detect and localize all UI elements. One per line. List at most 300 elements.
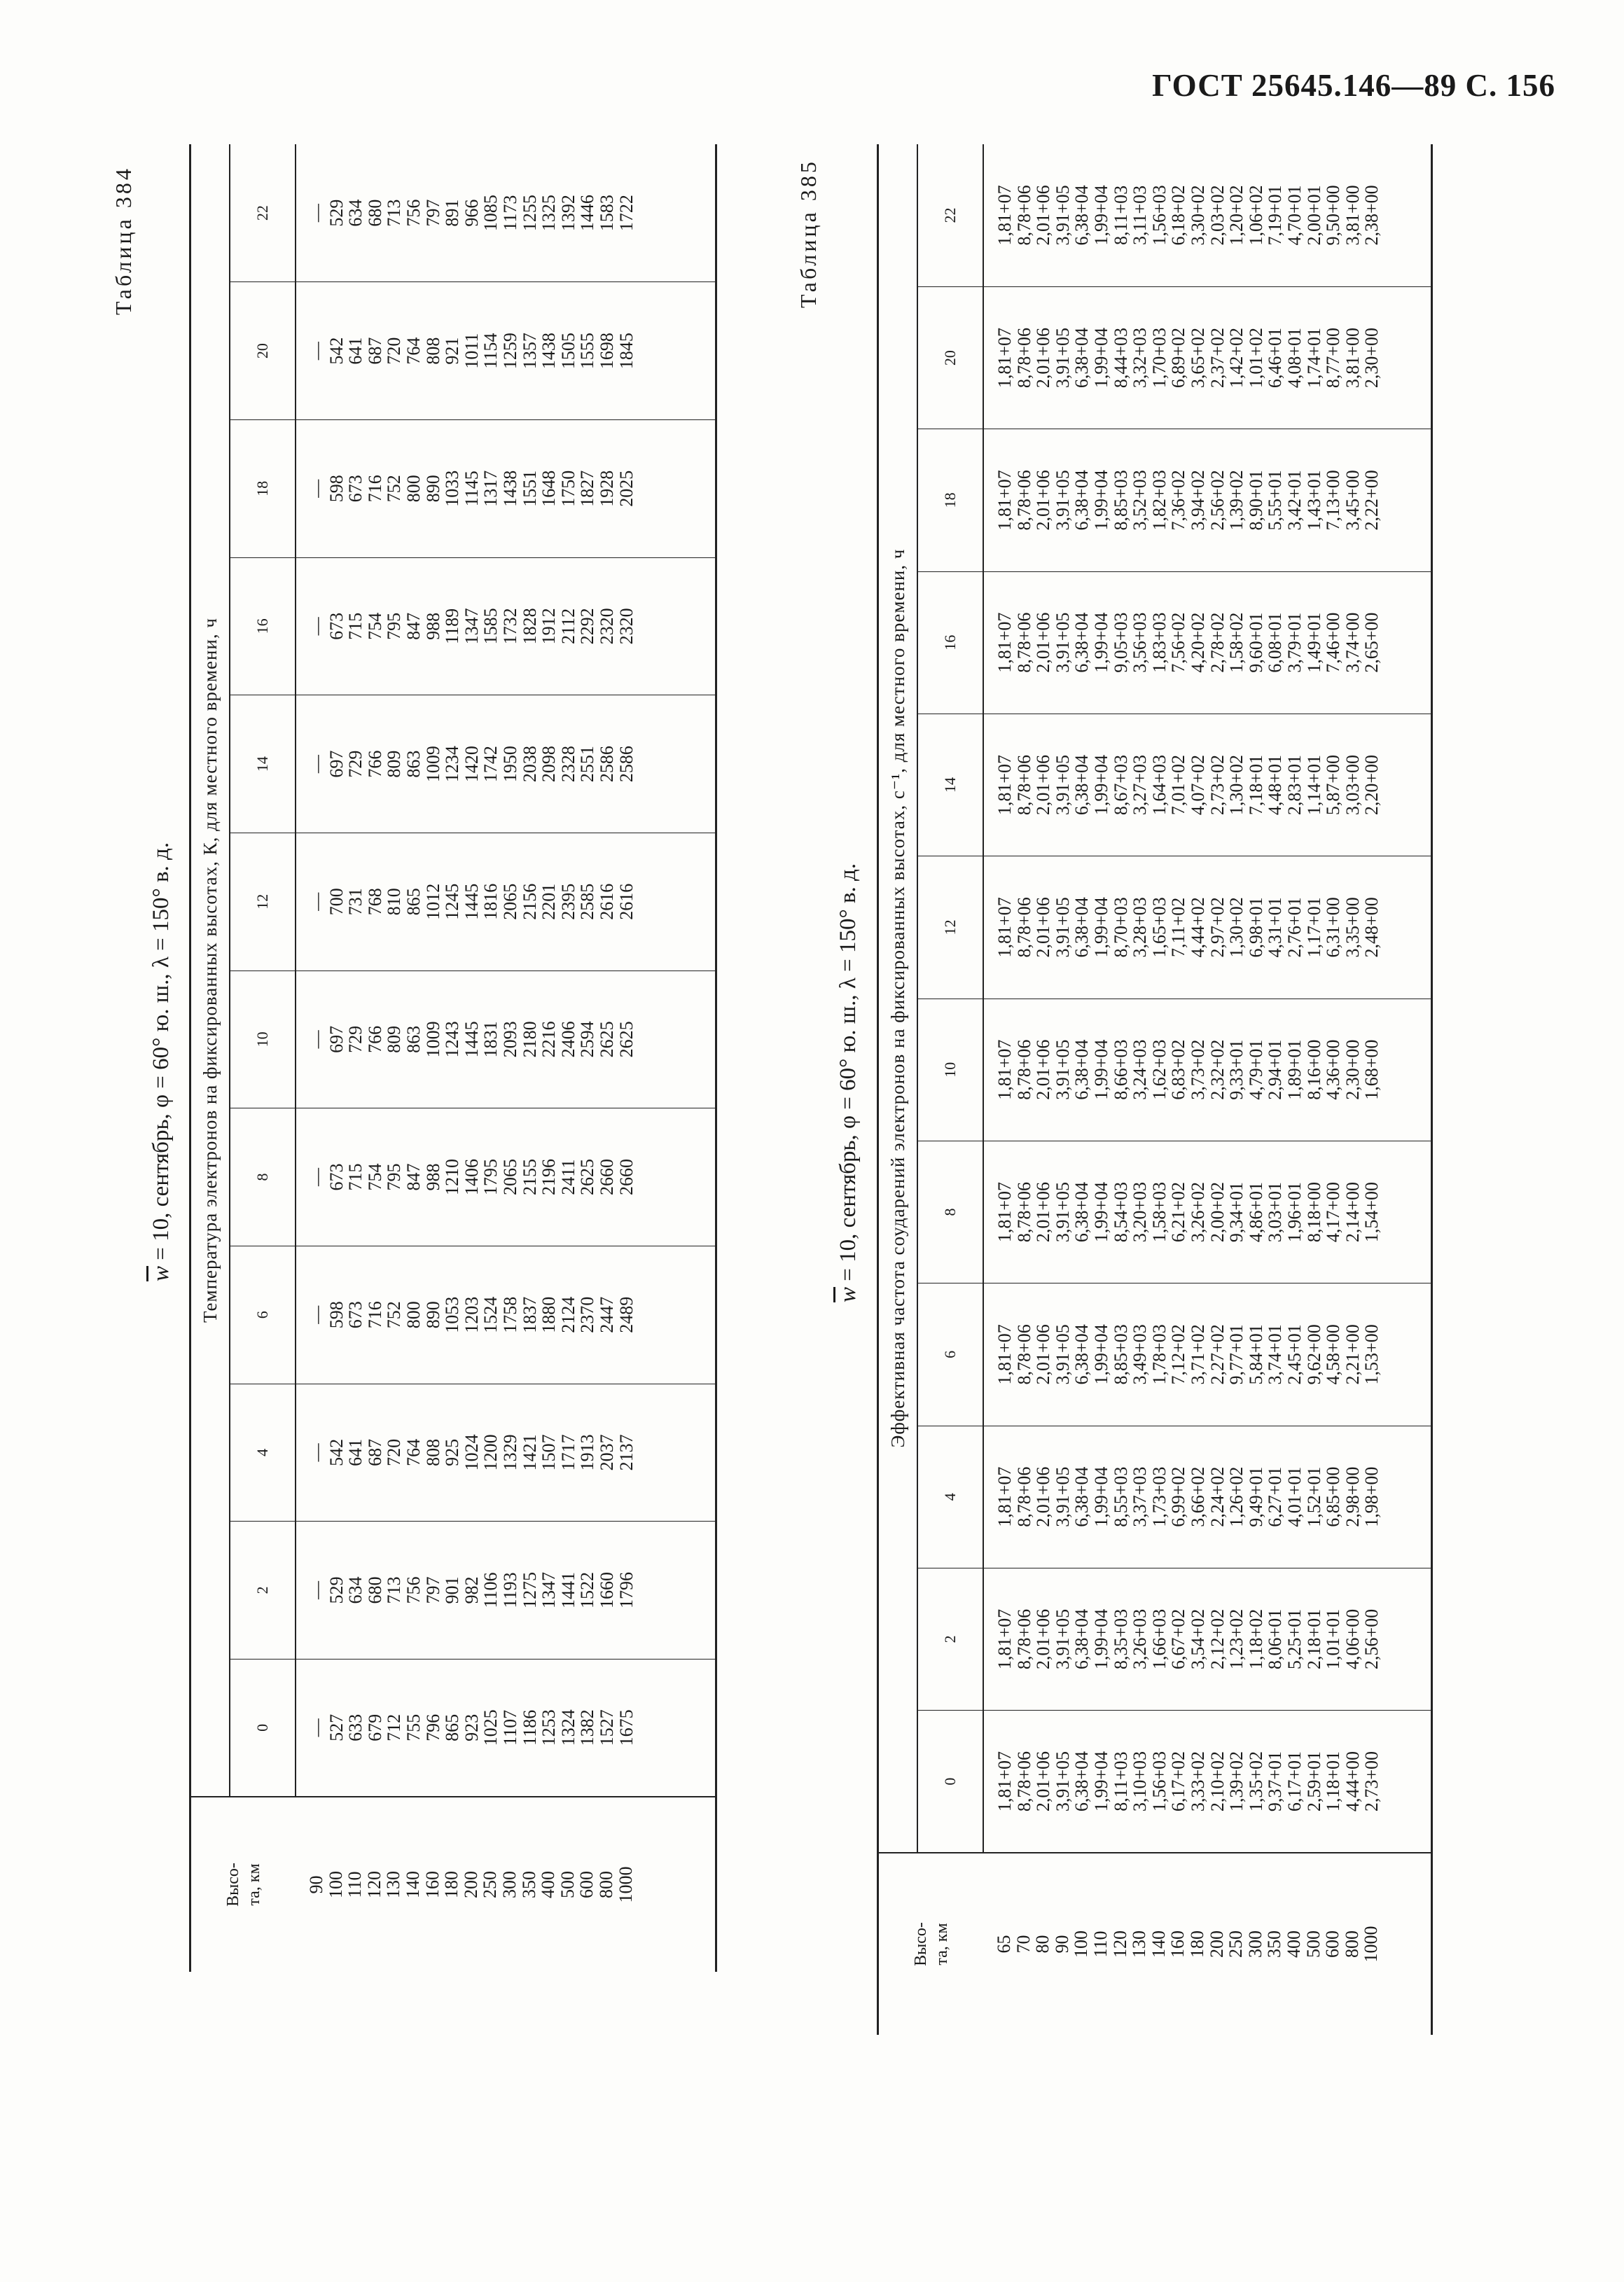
table-385-value-cell: 3,91+05 [1052,612,1073,673]
table-385-value-cell: 3,74+00 [1342,612,1363,673]
table-384-value-cell: 729 [345,1025,366,1053]
table-385-value-cell: 3,28+03 [1130,897,1151,958]
table-384-value-cell: 1382 [577,1709,598,1746]
table-385-value-cell: 2,01+06 [1033,1324,1054,1385]
table-384-value-cell: 901 [442,1576,463,1604]
table-384-caption: Таблица 384 [111,166,136,315]
table-385-value-cell: 2,01+06 [1033,1039,1054,1100]
table-385-value-cell: 1,99+04 [1090,1039,1111,1100]
table-385-value-cell: 1,01+01 [1323,1608,1344,1670]
table-384-hour-header: 4 [230,1384,296,1522]
table-385-value-cell: 7,11+02 [1168,897,1189,957]
table-385-value-cell: 7,46+00 [1323,612,1344,673]
table-385-value-cell: 1,81+07 [994,1181,1015,1243]
table-384-value-cell: — [307,1718,327,1737]
table-384-value-cell: 1012 [422,883,443,920]
table-384-hour-header: 0 [230,1659,296,1797]
table-385-value-cell: 3,91+05 [1052,1039,1073,1100]
table-385-value-cell: 3,24+03 [1130,1039,1151,1100]
table-384-value-cell: 687 [364,1438,385,1466]
table-385-data-column [983,856,1431,999]
table-385-value-cell: 8,78+06 [1013,327,1034,389]
table-385-value-cell: 1,56+03 [1148,1751,1170,1812]
table-385-value-cell: 3,52+03 [1130,470,1151,531]
table-385-value-cell: 6,83+02 [1168,1039,1189,1100]
table-385-value-cell: 1,14+01 [1303,754,1324,816]
table-384-value-cell: 633 [345,1713,366,1741]
table-385-value-cell: 1,82+03 [1148,470,1170,531]
table-384-value-cell: 2037 [596,1434,617,1471]
table-384-title [148,842,174,1281]
table-385-value-cell: 6,38+04 [1071,612,1092,673]
table-384-value-cell: 2137 [616,1434,637,1471]
table-384-value-cell: 1243 [442,1021,463,1058]
table-385-value-cell: 4,70+01 [1284,185,1305,246]
table-384-value-cell: 797 [422,199,443,227]
table-385-value-cell: 2,59+01 [1303,1751,1324,1812]
table-384-hour-header: 10 [230,970,296,1108]
table-384-value-cell: 764 [403,337,424,365]
table-384-value-cell: 2370 [577,1296,598,1333]
table-385-height-cell: 160 [1167,1930,1188,1958]
table-384-value-cell: 890 [422,475,443,503]
table-385-hour-header: 0 [917,1711,983,1853]
table-385-value-cell: 2,00+01 [1303,185,1324,246]
table-385-height-cell: 300 [1244,1930,1265,1958]
table-385-value-cell: 3,32+03 [1130,327,1151,389]
table-384-value-cell: 2411 [557,1159,578,1195]
table-384-value-cell: 2660 [596,1159,617,1196]
table-385-value-cell: 4,08+01 [1284,327,1305,389]
table-384-value-cell: — [307,204,327,223]
table-385-value-cell: 7,36+02 [1168,470,1189,531]
table-384-value-cell: 1347 [539,1572,560,1609]
table-385-value-cell: 2,78+02 [1207,612,1228,673]
table-384-value-cell: 1106 [480,1572,501,1608]
table-385-value-cell: 3,03+00 [1342,754,1363,816]
table-384-hour-header: 18 [230,419,296,557]
table-384-title-text: = 10, сентябрь, φ = 60° ю. ш., λ = 150° в. д. [148,842,174,1266]
table-385-value-cell: 8,78+06 [1013,1751,1034,1812]
table-385-value-cell: 2,01+06 [1033,185,1054,246]
table-385-data-column [983,1426,1431,1568]
table-385-value-cell: 2,01+06 [1033,470,1054,531]
table-384-height-cell: 130 [383,1871,404,1898]
table-385-value-cell: 3,91+05 [1052,1181,1073,1243]
table-385-value-cell: 2,37+02 [1207,327,1228,389]
table-384-value-cell: 921 [442,337,463,365]
table-384-value-cell: 2038 [519,746,540,783]
table-385-value-cell: 6,38+04 [1071,470,1092,531]
table-384-value-cell: 1880 [539,1296,560,1333]
table-384-value-cell: 1796 [616,1572,637,1609]
table-384-value-cell: 1660 [596,1572,617,1609]
table-385-value-cell: 1,53+00 [1361,1324,1382,1385]
table-384-data-column [296,1522,716,1660]
table-384-value-cell: 1234 [442,746,463,783]
table-385-value-cell: 2,01+06 [1033,1181,1054,1243]
table-384-value-cell: 1837 [519,1296,540,1333]
table-385-height-cell: 400 [1283,1930,1304,1958]
table-385-value-cell: 1,74+01 [1303,327,1324,389]
table-385-value-cell: 2,98+00 [1342,1466,1363,1527]
table-384-heights-column [296,1797,716,1972]
table-385-value-cell: 2,27+02 [1207,1324,1228,1385]
table-384-value-cell: 800 [403,1301,424,1329]
table-384-value-cell: 1253 [539,1709,560,1746]
table-385-value-cell: 3,26+03 [1130,1608,1151,1670]
table-384-value-cell: 756 [403,1576,424,1604]
table-385-value-cell: 6,38+04 [1071,1324,1092,1385]
table-385-value-cell: 1,54+00 [1361,1181,1382,1243]
table-385-value-cell: 1,70+03 [1148,327,1170,389]
table-385-value-cell: 2,01+06 [1033,327,1054,389]
table-385-value-cell: 6,46+01 [1265,327,1286,389]
table-385-value-cell: 2,00+02 [1207,1181,1228,1243]
table-384-value-cell: 1421 [519,1434,540,1471]
table-384-value-cell: 527 [326,1713,347,1741]
table-385-height-cell: 1000 [1361,1926,1382,1963]
table-384-value-cell: 1406 [461,1159,482,1196]
table-385-value-cell: 6,38+04 [1071,185,1092,246]
table-384-title-symbol: $\overline{w}$ [148,1265,174,1281]
table-384-value-cell: 756 [403,199,424,227]
table-384-value-cell: 2395 [557,883,578,920]
table-385-value-cell: 6,17+01 [1284,1751,1305,1812]
table-385-value-cell: 1,43+01 [1303,470,1324,531]
table-385-value-cell: 2,48+00 [1361,897,1382,958]
table-384-value-cell: 1758 [499,1296,520,1333]
table-384-value-cell: 2124 [557,1296,578,1333]
table-384-value-cell: 1009 [422,746,443,783]
table-385-value-cell: 1,99+04 [1090,1324,1111,1385]
table-385-value-cell: 1,30+02 [1226,754,1247,816]
table-385-value-cell: 3,66+02 [1187,1466,1208,1527]
table-385-value-cell: 6,38+04 [1071,1608,1092,1670]
table-385-value-cell: 8,78+06 [1013,1324,1034,1385]
table-384-value-cell: 679 [364,1713,385,1741]
table-384 [189,144,717,1972]
table-385-value-cell: 9,50+00 [1323,185,1344,246]
table-385-value-cell: 9,33+01 [1226,1039,1247,1100]
table-385-value-cell: 1,42+02 [1226,327,1247,389]
table-384-hour-header: 2 [230,1522,296,1660]
table-385-value-cell: 6,67+02 [1168,1608,1189,1670]
table-385-value-cell: 3,79+01 [1284,612,1305,673]
table-384-value-cell: 988 [422,612,443,640]
table-385-value-cell: 3,11+03 [1130,185,1151,246]
table-385-data-column [983,1283,1431,1426]
table-385-value-cell: 8,78+06 [1013,1466,1034,1527]
table-384-value-cell: 1507 [539,1434,560,1471]
table-384-value-cell: 1033 [442,470,463,507]
table-385-value-cell: 1,81+07 [994,1039,1015,1100]
table-385-height-cell: 140 [1148,1930,1169,1958]
table-384-height-cell: 200 [460,1871,481,1898]
table-384-value-cell: 925 [442,1438,463,1466]
table-384-value-cell: 1795 [480,1159,501,1196]
table-384-value-cell: 1827 [577,470,598,507]
table-385-value-cell: 3,37+03 [1130,1466,1151,1527]
table-385-value-cell: 4,07+02 [1187,754,1208,816]
table-385-value-cell: 3,03+01 [1265,1181,1286,1243]
table-385-hour-header: 8 [917,1141,983,1283]
table-384-group-header: Температура электронов на фиксированных высотах, К, для местного времени, ч [190,144,230,1797]
table-385-value-cell: 2,01+06 [1033,1751,1054,1812]
table-385-value-cell: 9,34+01 [1226,1181,1247,1243]
table-384-value-cell: 680 [364,199,385,227]
table-385-value-cell: 2,18+01 [1303,1608,1324,1670]
table-385-value-cell: 4,36+00 [1323,1039,1344,1100]
table-385-value-cell: 6,38+04 [1071,1751,1092,1812]
table-384-value-cell: 2489 [616,1296,637,1333]
table-385-value-cell: 2,30+00 [1361,327,1382,389]
table-384-hour-header: 12 [230,833,296,970]
table-385-value-cell: 1,78+03 [1148,1324,1170,1385]
table-385-value-cell: 1,81+07 [994,1751,1015,1812]
table-385-value-cell: 9,05+03 [1110,612,1131,673]
table-385-height-cell: 250 [1226,1930,1247,1958]
table-385-value-cell: 3,91+05 [1052,470,1073,531]
table-384-value-cell: 2156 [519,883,540,920]
table-384-value-cell: 687 [364,337,385,365]
table-385-value-cell: 8,78+06 [1013,754,1034,816]
table-385-value-cell: 1,81+07 [994,185,1015,246]
table-384-value-cell: 2065 [499,883,520,920]
table-384-value-cell: 847 [403,612,424,640]
table-384-value-cell: 1186 [519,1709,540,1746]
table-385-stub-header: Высо- та, км [878,1853,984,2035]
table-384-data-column [296,833,716,970]
table-384-height-cell: 400 [538,1871,559,1898]
table-384-data-column [296,1384,716,1522]
table-384-hour-header: 22 [230,144,296,282]
table-384-value-cell: 673 [345,475,366,503]
table-384-value-cell: 641 [345,1438,366,1466]
table-384-height-cell: 100 [325,1871,346,1898]
table-385-value-cell: 6,38+04 [1071,897,1092,958]
table-384-value-cell: 1722 [616,195,637,232]
table-384-value-cell: 716 [364,475,385,503]
table-385-value-cell: 9,62+00 [1303,1324,1324,1385]
table-385-value-cell: 1,58+02 [1226,612,1247,673]
table-384-value-cell: 673 [326,1163,347,1191]
table-385-caption: Таблица 385 [796,159,821,308]
table-385-value-cell: 1,99+04 [1090,1181,1111,1243]
table-385-value-cell: 1,99+04 [1090,754,1111,816]
table-384-data-column [296,1246,716,1384]
table-384-height-cell: 120 [363,1871,384,1898]
table-384-value-cell: 1025 [480,1709,501,1746]
table-384-value-cell: 680 [364,1576,385,1604]
table-384-value-cell: 1750 [557,470,578,507]
table-385-value-cell: 4,20+02 [1187,612,1208,673]
table-384-value-cell: 1845 [616,333,637,370]
table-384-value-cell: 542 [326,1438,347,1466]
table-384-value-cell: 1828 [519,608,540,645]
table-384-value-cell: 890 [422,1301,443,1329]
table-384-value-cell: 1275 [519,1572,540,1609]
table-385-value-cell: 8,78+06 [1013,612,1034,673]
table-385-value-cell: 5,87+00 [1323,754,1344,816]
table-385-value-cell: 1,66+03 [1148,1608,1170,1670]
table-385-value-cell: 2,38+00 [1361,185,1382,246]
table-385-value-cell: 8,11+03 [1110,1751,1131,1811]
table-384-value-cell: 752 [384,475,405,503]
table-385-value-cell: 2,20+00 [1361,754,1382,816]
table-385-value-cell: 5,55+01 [1265,470,1286,531]
table-384-value-cell: 1445 [461,883,482,920]
table-384-value-cell: 796 [422,1713,443,1741]
table-384-value-cell: 2112 [557,608,578,644]
table-384-value-cell: 1928 [596,470,617,507]
table-385-hour-header: 6 [917,1283,983,1426]
table-385-value-cell: 1,35+02 [1245,1751,1266,1812]
table-385-value-cell: 8,35+03 [1110,1608,1131,1670]
table-385-height-cell: 350 [1264,1930,1285,1958]
table-385-value-cell: 1,18+02 [1245,1608,1266,1670]
table-384-value-cell: 2594 [577,1021,598,1058]
table-385-title-symbol: $\overline{w}$ [835,1286,861,1302]
table-385-value-cell: 3,26+02 [1187,1181,1208,1243]
table-385-value-cell: 1,99+04 [1090,185,1111,246]
table-384-value-cell: 766 [364,1025,385,1053]
table-385-value-cell: 8,77+00 [1323,327,1344,389]
table-384-value-cell: 754 [364,1163,385,1191]
table-385-value-cell: 4,31+01 [1265,897,1286,958]
table-384-value-cell: 1742 [480,746,501,783]
table-384-data-column [296,282,716,420]
table-385-heights-column [983,1853,1431,2035]
table-385-height-cell: 100 [1071,1930,1092,1958]
table-384-value-cell: 1255 [519,195,540,232]
table-385-value-cell: 8,66+03 [1110,1039,1131,1100]
table-384-value-cell: — [307,755,327,774]
table-384-value-cell: 1259 [499,333,520,370]
table-385-data-column [983,714,1431,856]
table-384-value-cell: 1329 [499,1434,520,1471]
table-385-value-cell: 2,83+01 [1284,754,1305,816]
table-385-value-cell: 6,17+02 [1168,1751,1189,1812]
table-384-value-cell: 1085 [480,195,501,232]
table-384-value-cell: 2551 [577,746,598,783]
table-385-data-column [983,999,1431,1141]
table-385-value-cell: 4,79+01 [1245,1039,1266,1100]
table-385-value-cell: 3,91+05 [1052,1608,1073,1670]
table-385-hour-header: 14 [917,714,983,856]
table-384-value-cell: 673 [326,612,347,640]
table-385-value-cell: 3,91+05 [1052,327,1073,389]
table-385-value-cell: 1,81+07 [994,1466,1015,1527]
table-385-value-cell: 2,56+02 [1207,470,1228,531]
table-385-value-cell: 8,44+03 [1110,327,1131,389]
table-385-value-cell: 6,98+01 [1245,897,1266,958]
table-384-value-cell: 1438 [539,333,560,370]
table-385-value-cell: 1,81+07 [994,1324,1015,1385]
table-384-value-cell: 923 [461,1713,482,1741]
table-385-value-cell: 3,91+05 [1052,1751,1073,1812]
table-384-value-cell: 1347 [461,608,482,645]
table-384-value-cell: 1317 [480,470,501,507]
table-384-value-cell: 795 [384,1163,405,1191]
table-385-value-cell: 6,27+01 [1265,1466,1286,1527]
table-384-data-column [296,144,716,282]
table-384-height-cell: 300 [499,1871,520,1898]
table-384-data-column [296,695,716,833]
table-384-value-cell: 641 [345,337,366,365]
table-385-value-cell: 4,06+00 [1342,1608,1363,1670]
table-384-value-cell: 2065 [499,1159,520,1196]
table-385-value-cell: 2,01+06 [1033,897,1054,958]
table-384-value-cell: 1193 [499,1572,520,1608]
table-384-value-cell: 1912 [539,608,560,645]
table-384-value-cell: 1648 [539,470,560,507]
table-385-data-column [983,429,1431,571]
table-384-value-cell: 1524 [480,1296,501,1333]
table-385-value-cell: 1,98+00 [1361,1466,1382,1527]
table-384-value-cell: 1585 [480,608,501,645]
table-384-value-cell: 2155 [519,1159,540,1196]
table-384-value-cell: 2625 [596,1021,617,1058]
table-385-value-cell: 1,52+01 [1303,1466,1324,1527]
table-385 [877,144,1433,2035]
table-384-value-cell: 2292 [577,608,598,645]
table-384-value-cell: 1107 [499,1709,520,1746]
table-384-data-column [296,557,716,695]
table-384-value-cell: 720 [384,1438,405,1466]
table-385-value-cell: 3,74+01 [1265,1324,1286,1385]
table-384-value-cell: 1675 [616,1709,637,1746]
table-385-value-cell: 2,45+01 [1284,1324,1305,1385]
table-384-value-cell: 720 [384,337,405,365]
table-385-height-cell: 500 [1303,1930,1324,1958]
table-385-value-cell: 8,11+03 [1110,185,1131,246]
table-384-value-cell: 865 [442,1713,463,1741]
table-384-value-cell: 1698 [596,333,617,370]
table-385-value-cell: 1,58+03 [1148,1181,1170,1243]
table-385-value-cell: 9,60+01 [1245,612,1266,673]
table-384-value-cell: 800 [403,475,424,503]
table-385-value-cell: 1,83+03 [1148,612,1170,673]
table-385-value-cell: 2,65+00 [1361,612,1382,673]
table-384-data-column [296,1659,716,1797]
table-385-value-cell: 7,18+01 [1245,754,1266,816]
table-384-value-cell: 2093 [499,1021,520,1058]
table-384-value-cell: 847 [403,1163,424,1191]
table-384-value-cell: 1445 [461,1021,482,1058]
table-384-value-cell: 715 [345,1163,366,1191]
table-385-value-cell: 2,94+01 [1265,1039,1286,1100]
table-384-value-cell: 755 [403,1713,424,1741]
table-385-value-cell: 8,78+06 [1013,1608,1034,1670]
table-385-value-cell: 1,99+04 [1090,1608,1111,1670]
table-385-value-cell: 1,64+03 [1148,754,1170,816]
table-385-value-cell: 8,78+06 [1013,1181,1034,1243]
table-385-value-cell: 3,20+03 [1130,1181,1151,1243]
table-385-value-cell: 1,62+03 [1148,1039,1170,1100]
table-385-value-cell: 6,99+02 [1168,1466,1189,1527]
table-385-value-cell: 5,25+01 [1284,1608,1305,1670]
table-385-value-cell: 2,01+06 [1033,754,1054,816]
table-384-hour-header: 20 [230,282,296,420]
table-385-value-cell: 2,12+02 [1207,1608,1228,1670]
table-385-value-cell: 4,48+01 [1265,754,1286,816]
table-385-value-cell: 1,96+01 [1284,1181,1305,1243]
table-385-value-cell: 2,73+02 [1207,754,1228,816]
table-384-value-cell: 731 [345,888,366,916]
table-385-height-cell: 200 [1206,1930,1227,1958]
table-385-value-cell: 3,91+05 [1052,897,1073,958]
